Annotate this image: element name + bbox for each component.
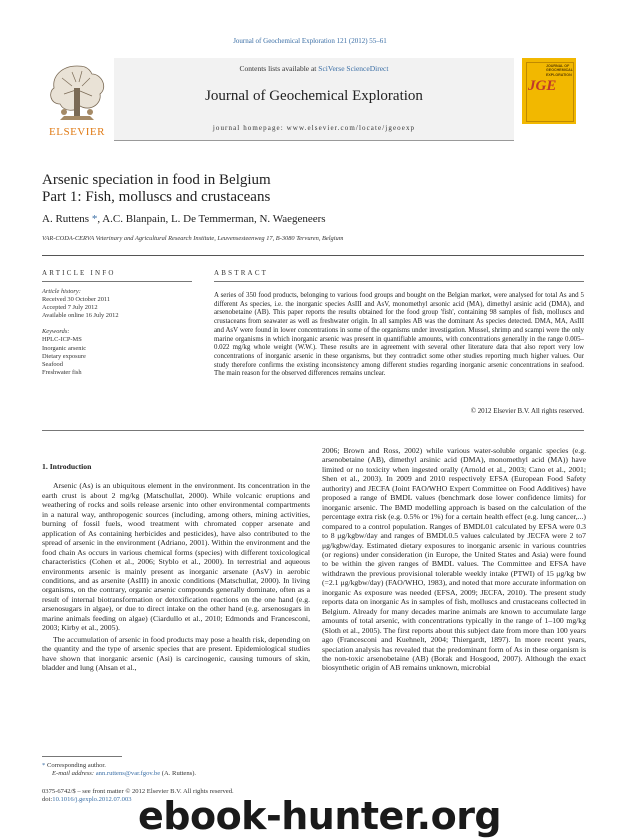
first-author[interactable]: A. Ruttens xyxy=(42,213,90,225)
body-column-right xyxy=(322,446,586,673)
contents-prefix: Contents lists available at xyxy=(239,64,319,73)
journal-cover-thumbnail[interactable] xyxy=(522,58,576,124)
keywords-label: Keywords: xyxy=(42,328,70,336)
article-info xyxy=(42,288,192,377)
corresponding-author-mark[interactable]: * xyxy=(89,213,98,225)
abstract-rule xyxy=(214,281,584,282)
homepage-line xyxy=(114,124,514,132)
cover-abbrev: JGE xyxy=(528,78,557,94)
title-line-2: Part 1: Fish, molluscs and crustaceans xyxy=(42,189,271,205)
article-info-heading: ARTICLE INFO xyxy=(42,269,116,277)
elsevier-logo[interactable] xyxy=(42,58,112,140)
keyword: Inorganic arsenic xyxy=(42,344,87,352)
footnote-rule xyxy=(42,756,122,757)
watermark: ebook-hunter.org xyxy=(138,794,502,838)
sciencedirect-link[interactable]: SciVerse ScienceDirect xyxy=(318,64,389,73)
section-heading-introduction: 1. Introduction xyxy=(42,462,92,471)
header-divider xyxy=(42,255,584,256)
intro-paragraph-1: Arsenic (As) is an ubiquitous element in the environment. Its concentration in the earth crust is about 2 mg/kg (Matschullat, 2000). While volcanic eruptions and weathering of rocks and soils release arsenic into other environmental compartments in a natural way, anthropogenic sources (including, among others, mining activities, burning of fossil fuels, wood treatment with chromated copper arsenate and application of As containing herbicides and pesticides), have also contributed to the spread of arsenic in the environment (Adriano, 2001). Within the environment and the food chain As occurs in various chemical forms (species) with different toxicological characteristics (Cohen et al., 2006; Styblo et al., 2000). In terrestrial and aqueous environments arsenic is mainly present as inorganic arsenate (AsV) in aerobic conditions, and as arsenite (AsIII) in anoxic conditions (Matschullat, 2000). In living organisms, on the contrary, organic arsenic compounds generally dominate, often as a result of internal biotransformation or detoxification reactions on the one hand (e.g. arsenosugars in algae), or due to direct intake on the other hand (e.g. arsenosugars in marine animals feeding on algae) (Ciardullo et al., 2010; Edmonds and Francesconi, 2003; Kirby et al., 2005). xyxy=(42,481,310,633)
email-suffix: (A. Ruttens). xyxy=(160,770,197,778)
issn-line: 0375-6742/$ – see front matter © 2012 Elsevier B.V. All rights reserved. xyxy=(42,788,234,795)
history-label: Article history: xyxy=(42,288,81,295)
abstract-bottom-rule xyxy=(42,430,584,431)
history-accepted: Accepted 7 July 2012 xyxy=(42,304,98,312)
journal-banner xyxy=(114,58,514,141)
footnote xyxy=(42,762,310,779)
author-list xyxy=(42,213,582,225)
affiliation: VAR-CODA-CERVA Veterinary and Agricultural Research Institute, Leuvensesteenweg 17, B-3080 Tervuren, Belgium xyxy=(42,235,344,242)
email-line xyxy=(42,770,310,778)
abstract-heading: ABSTRACT xyxy=(214,269,269,277)
email-label: E-mail address: xyxy=(52,770,96,778)
title-line-1: Arsenic speciation in food in Belgium xyxy=(42,172,271,188)
homepage-prefix: journal homepage: xyxy=(212,124,287,132)
history-online: Available online 16 July 2012 xyxy=(42,312,119,320)
article-info-rule xyxy=(42,281,192,282)
keyword: Dietary exposure xyxy=(42,352,86,360)
history-received: Received 30 October 2011 xyxy=(42,296,111,304)
intro-paragraph-continued: 2006; Brown and Ross, 2002) while various water-soluble organic species (e.g. arsenobetaine (AB), dimethyl arsinic acid (DMA), monomethyl acid (MA)) have limited or no toxicity when ingested orally (Arnold et al., 2003; Cano et al., 2001; Shen et al., 2003). In 2009 and 2010 respectively EFSA (European Food Safety authority) and JECFA (Joint FAO/WHO Expert Committee on Food Additives) have proposed a range of BMDL values (benchmark dose lower confidence limits) for inorganic arsenic. The BMD modelling approach is based on the calculation of the percentage extra risk (e.g. 0.5% or 1%) for a certain health effect (e.g. lung cancer,...) compared to a control population. Ranges of BMDL01 calculated by EFSA were 0.3 to 8 μg/kgbw/day and ranges of BMDL0.5 values calculated by JECFA were 2 to7 μg/kgbw/day. Estimated dietary exposures to inorganic arsenic in various countries (or regions) under consideration (in Europe, the United States and Asia) were found to be within the given ranges of BMDL values. The Committee and EFSA have withdrawn the previous provisional tolerable weekly intake (PTWI) of 15 μg/kg bw (=2.1 μg/kgbw/day) (FAO/WHO, 1983), and noted that more accurate information on inorganic As exposure was needed (EFSA, 2009; JECFA, 2010). The present study reports data on inorganic As in samples of fish, molluscs and crustaceans collected in Belgium. Already for many decades marine animals are known to accumulate large amounts of total arsenic, with concentrations typically in the range of 1–100 mg/kg (Sloth et al., 2005). The first reports about this subject date from more than 100 years ago (Francesconi and Kuehnelt, 2004; Thiergardt, 1897). In more recent years, speciation analysis has revealed that the predominant form of As in these organism is the non-toxic arsenobetaine (AB) (Borak and Hosgood, 2007). Although the exact biosynthetic origin of AB remains unknown, microbial xyxy=(322,446,586,673)
keyword: HPLC-ICP-MS xyxy=(42,336,82,344)
keyword: Freshwater fish xyxy=(42,368,82,376)
contents-line xyxy=(114,64,514,73)
journal-name[interactable]: Journal of Geochemical Exploration xyxy=(205,88,423,104)
doi-prefix: doi: xyxy=(42,796,53,804)
author-email-link[interactable]: ann.ruttens@var.fgov.be xyxy=(95,770,161,778)
journal-masthead xyxy=(42,58,576,140)
article-title xyxy=(42,172,582,206)
publisher-name: ELSEVIER xyxy=(49,126,105,138)
homepage-link[interactable]: www.elsevier.com/locate/jgeoexp xyxy=(286,124,416,132)
doi-link[interactable]: 10.1016/j.gexplo.2012.07.003 xyxy=(52,796,132,804)
cover-title: JOURNAL OF GEOCHEMICAL EXPLORATION xyxy=(546,64,573,77)
body-column-left xyxy=(42,462,310,673)
journal-reference[interactable]: Journal of Geochemical Exploration 121 (2012) 55–61 xyxy=(233,37,387,45)
footnote-mark: * xyxy=(42,762,46,769)
copyright-notice: © 2012 Elsevier B.V. All rights reserved. xyxy=(470,408,584,415)
other-authors: , A.C. Blanpain, L. De Temmerman, N. Waegeneers xyxy=(97,213,326,225)
corresponding-author-note xyxy=(42,762,310,770)
intro-paragraph-2: The accumulation of arsenic in food products may pose a health risk, depending on the quantity and the type of arsenic species that are present. Epidemiological studies have shown that inorganic arsenic (Asi) is carcinogenic, causing tumours of skin, bladder and lung (Ahsan et al., xyxy=(42,634,310,673)
keyword: Seafood xyxy=(42,360,63,368)
abstract-text: A series of 350 food products, belonging to various food groups and bought on the Belgian market, were analysed for total As and 5 different As species, i.e. the inorganic species AsIII and AsV, monomethyl arsonic acid (MA), dimethyl arsinic acid (DMA), and arsenobetaine (AB). This paper reports the results obtained for the food group 'fish', containing 98 samples of fish, molluscs and crustaceans from seawater as well as freshwater origin. In all samples AB was the dominant As species detected. DMA, MA, AsIII and AsV were found in lower concentrations in some of the organisms under investigation. Mussel, shrimp and scampi were the only marine organisms in which inorganic arsenic was present in quantifiable amounts, with concentrations generally in the range 0.005–0.022 mg/kg whole weight (W.W.). These results are in agreement with several other literature data that also report very low concentrations of inorganic arsenic in these organisms, but they contradict some other studies reporting much higher values. Our study therefore confirms the existing inconsistency among different studies regarding inorganic arsenic concentrations in seafood. The main reason for the observed differences remains unclear. xyxy=(214,292,584,378)
footnote-corresponding: Corresponding author. xyxy=(45,762,106,769)
